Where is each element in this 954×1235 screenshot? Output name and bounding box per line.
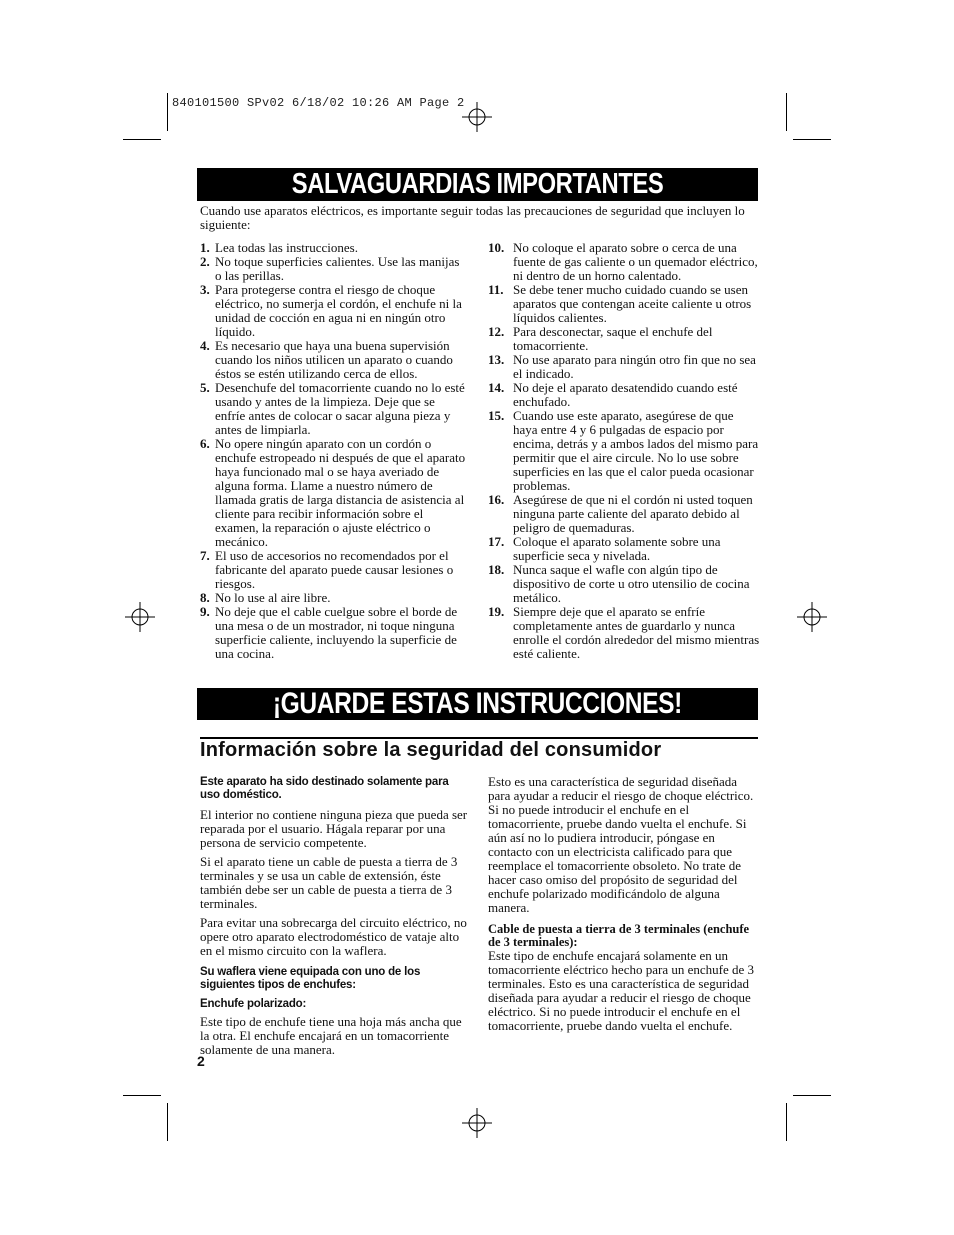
paragraph: Esto es una característica de seguridad diseñada para ayudar a reducir el riesgo de choque eléctrico. Si no puede introducir el enchufe en el tomacorriente, pruebe dando vuelta el enchufe. Si aún así no lo pudiera introducir, póngase en contacto con un electricista calificado para que reemplace el tomacorriente obsoleto. No trate de hacer caso omiso del propósito de seguridad del enchufe polarizado modificándolo de alguna manera. bbox=[488, 774, 754, 915]
item-number: 17. bbox=[488, 534, 505, 549]
list-item bbox=[200, 549, 468, 591]
list-item bbox=[200, 437, 468, 549]
consumer-info-right bbox=[488, 775, 760, 1038]
section-title: Información sobre la seguridad del consumidor bbox=[200, 739, 662, 761]
item-number: 11. bbox=[488, 282, 504, 297]
list-item bbox=[488, 353, 760, 381]
item-number: 19. bbox=[488, 604, 505, 619]
item-text: No opere ningún aparato con un cordón o enchufe estropeado ni después de que el aparato haya funcionado mal o se haya averiado de alguna forma. Llame a nuestro número de llamada gratis de larga distancia de asistencia al cliente para recibir información sobre el examen, la reparación o ajuste eléctrico o mecánico. bbox=[215, 436, 466, 549]
item-text: No use aparato para ningún otro fin que no sea el indicado. bbox=[513, 352, 756, 381]
item-number: 9. bbox=[200, 604, 210, 619]
paragraph: Para evitar una sobrecarga del circuito eléctrico, no opere otro aparato electrodoméstico de vataje alto en el mismo circuito con la waflera. bbox=[200, 915, 467, 958]
list-item bbox=[200, 241, 468, 255]
safeguards-banner bbox=[197, 168, 758, 201]
paragraph: El interior no contiene ninguna pieza que pueda ser reparada por el usuario. Hágala reparar por una persona de servicio competente. bbox=[200, 807, 468, 850]
item-text: No deje que el cable cuelgue sobre el borde de una mesa o de un mostrador, ni toque ninguna superficie caliente, incluyendo la superficie de una cocina. bbox=[215, 604, 458, 661]
list-item bbox=[488, 493, 760, 535]
list-item bbox=[200, 591, 468, 605]
item-number: 12. bbox=[488, 324, 505, 339]
item-text: Es necesario que haya una buena supervisión cuando los niños utilicen un aparato o cuando éstos se estén utilizando cerca de ellos. bbox=[215, 338, 453, 381]
item-text: No deje el aparato desatendido cuando esté enchufado. bbox=[513, 380, 738, 409]
safeguards-list-right bbox=[488, 241, 760, 661]
item-number: 13. bbox=[488, 352, 505, 367]
registration-mark-top-icon bbox=[462, 102, 492, 132]
list-item bbox=[488, 409, 760, 493]
item-text: No toque superficies calientes. Use las manijas o las perillas. bbox=[215, 254, 460, 283]
item-text: Siempre deje que el aparato se enfríe completamente antes de guardarlo y nunca enrolle el cordón alrededor del mismo mientras esté caliente. bbox=[513, 604, 760, 661]
item-number: 15. bbox=[488, 408, 505, 423]
item-number: 10. bbox=[488, 240, 505, 255]
registration-mark-bottom-icon bbox=[462, 1108, 492, 1138]
list-item bbox=[488, 241, 760, 283]
item-text: El uso de accesorios no recomendados por el fabricante del aparato puede causar lesiones o riesgos. bbox=[215, 548, 454, 591]
page-number: 2 bbox=[197, 1053, 205, 1069]
item-number: 6. bbox=[200, 436, 210, 451]
item-text: No coloque el aparato sobre o cerca de una fuente de gas caliente o un quemador eléctrico, ni dentro de un horno calentado. bbox=[513, 240, 758, 283]
safeguards-list-left bbox=[200, 241, 468, 661]
intro-paragraph: Cuando use aparatos eléctricos, es importante seguir todas las precauciones de seguridad que incluyen lo siguiente: bbox=[200, 203, 745, 232]
item-number: 5. bbox=[200, 380, 210, 395]
safeguards-title: SALVAGUARDIAS IMPORTANTES bbox=[291, 168, 664, 200]
item-text: No lo use al aire libre. bbox=[215, 590, 331, 605]
list-item bbox=[488, 563, 760, 605]
domestic-use-heading: Este aparato ha sido destinado solamente para uso doméstico. bbox=[200, 776, 449, 801]
item-text: Se debe tener mucho cuidado cuando se usen aparatos que contengan aceite caliente u otros líquidos calientes. bbox=[513, 282, 752, 325]
item-number: 1. bbox=[200, 240, 210, 255]
three-prong-heading: Cable de puesta a tierra de 3 terminales (enchufe de 3 terminales): bbox=[488, 922, 750, 949]
list-item bbox=[200, 283, 468, 339]
list-item bbox=[200, 381, 468, 437]
item-text: Cuando use este aparato, asegúrese de que haya entre 4 y 6 pulgadas de espacio por encima, detrás y a ambos lados del mismo para permitir que el aire circule. No lo use sobre superficies en las que el calor pueda ocasionar problemas. bbox=[513, 408, 759, 493]
item-text: Coloque el aparato solamente sobre una superficie seca y nivelada. bbox=[513, 534, 721, 563]
item-number: 2. bbox=[200, 254, 210, 269]
item-number: 7. bbox=[200, 548, 210, 563]
list-item bbox=[488, 325, 760, 353]
list-item bbox=[200, 255, 468, 283]
plug-types-heading: Su waflera viene equipada con uno de los siguientes tipos de enchufes: bbox=[200, 966, 421, 991]
save-instructions-title: ¡GUARDE ESTAS INSTRUCCIONES! bbox=[272, 687, 683, 720]
consumer-info-left bbox=[200, 776, 470, 1062]
item-text: Para desconectar, saque el enchufe del tomacorriente. bbox=[513, 324, 713, 353]
item-text: Desenchufe del tomacorriente cuando no lo esté usando y antes de la limpieza. Deje que se enfríe antes de colocar o sacar alguna pieza y antes de limpiarla. bbox=[215, 380, 465, 437]
save-instructions-banner bbox=[197, 688, 758, 720]
list-item bbox=[488, 381, 760, 409]
item-text: Nunca saque el wafle con algún tipo de dispositivo de corte u otro utensilio de cocina metálico. bbox=[513, 562, 750, 605]
polarized-plug-heading: Enchufe polarizado: bbox=[200, 998, 307, 1010]
list-item bbox=[200, 605, 468, 661]
item-number: 8. bbox=[200, 590, 210, 605]
item-number: 4. bbox=[200, 338, 210, 353]
paragraph: Este tipo de enchufe encajará solamente en un tomacorriente eléctrico hecho para un enchufe de 3 terminales. Esto es una característica de seguridad diseñada para ayudar a reducir el riesgo de choque eléctrico. Si no puede introducir el enchufe en el tomacorriente, pruebe dando vuelta el enchufe. bbox=[488, 948, 754, 1033]
list-item bbox=[488, 535, 760, 563]
item-text: Para protegerse contra el riesgo de choque eléctrico, no sumerja el cordón, el enchufe ni la unidad de cocción en agua ni en ningún otro líquido. bbox=[215, 282, 462, 339]
item-number: 16. bbox=[488, 492, 505, 507]
item-text: Asegúrese de que ni el cordón ni usted toquen ninguna parte caliente del aparato debido al peligro de quemaduras. bbox=[513, 492, 753, 535]
registration-mark-left-icon bbox=[125, 602, 155, 632]
item-number: 14. bbox=[488, 380, 505, 395]
list-item bbox=[488, 605, 760, 661]
item-text: Lea todas las instrucciones. bbox=[215, 240, 358, 255]
item-number: 18. bbox=[488, 562, 505, 577]
list-item bbox=[200, 339, 468, 381]
paragraph: Si el aparato tiene un cable de puesta a tierra de 3 terminales y se usa un cable de extensión, éste también debe ser un cable de puesta a tierra de 3 terminales. bbox=[200, 854, 458, 911]
paragraph: Este tipo de enchufe tiene una hoja más ancha que la otra. El enchufe encajará en un tomacorriente solamente de una manera. bbox=[200, 1014, 462, 1057]
item-number: 3. bbox=[200, 282, 210, 297]
print-slug: 840101500 SPv02 6/18/02 10:26 AM Page 2 bbox=[172, 96, 465, 110]
registration-mark-right-icon bbox=[797, 602, 827, 632]
list-item bbox=[488, 283, 760, 325]
